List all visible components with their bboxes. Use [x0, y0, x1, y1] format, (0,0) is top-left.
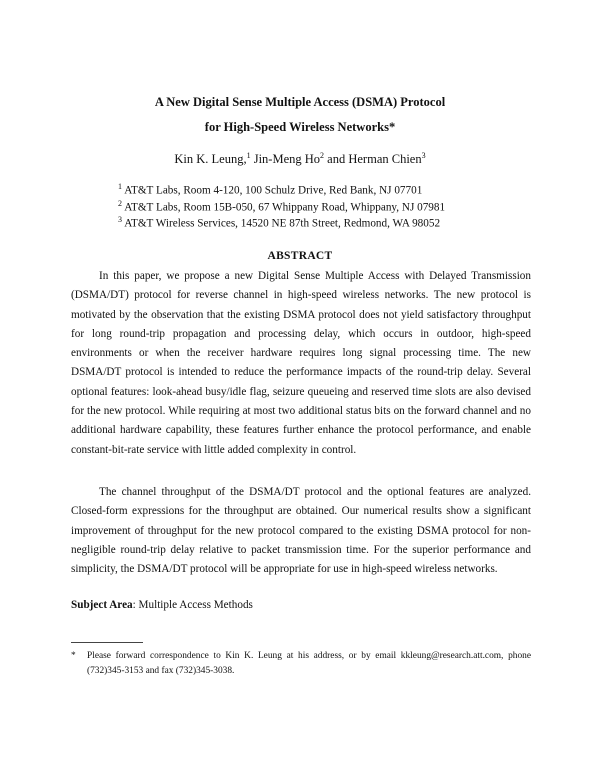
subject-area-label: Subject Area [71, 599, 133, 611]
affiliation-2 [118, 199, 445, 214]
affiliation-1 [118, 182, 422, 197]
affiliation-3-text: AT&T Wireless Services, 14520 NE 87th Street, Redmond, WA 98052 [124, 217, 441, 230]
author-3-affiliation-mark: 3 [421, 151, 426, 160]
footnote-text: Please forward correspondence to Kin K. Leung at his address, or by email kkleung@research.att.com, phone (732)345-3153 and fax (732)345-3038. [87, 651, 531, 676]
affiliation-2-text: AT&T Labs, Room 15B-050, 67 Whippany Road, Whippany, NJ 07981 [124, 201, 446, 214]
author-2-name: Jin-Meng Ho [253, 152, 321, 167]
subject-area-value: : Multiple Access Methods [132, 599, 253, 611]
affiliation-3-number: 3 [118, 215, 122, 224]
author-1-name: Kin K. Leung, [174, 152, 247, 167]
affiliation-1-number: 1 [118, 182, 122, 191]
affiliation-2-number: 2 [118, 199, 122, 208]
abstract-paragraph-1: In this paper, we propose a new Digital Sense Multiple Access with Delayed Transmission (DSMA/DT) protocol for reverse channel in high-speed wireless networks. The new protocol is motivated by the observation that the existing DSMA protocol does not yield satisfactory throughput for long round-trip propagation and processing delay, which occurs in outdoor, high-speed environments or when the receiver hardware requires long signal processing time. The new DSMA/DT protocol is intended to reduce the performance impacts of the round-trip delay. Several optional features: look-ahead busy/idle flag, seizure queueing and reserved time slots are also devised for the new protocol. While requiring at most two additional status bits on the forward channel and no additional hardware capability, these features further enhance the protocol performance, and enable constant-bit-rate service with little added complexity in control. [71, 270, 531, 456]
author-2-affiliation-mark: 2 [320, 151, 325, 160]
paper-title-line-1: A New Digital Sense Multiple Access (DSMA) Protocol [154, 95, 446, 109]
author-3-name: Herman Chien [348, 152, 422, 167]
paper-title-line-2: for High-Speed Wireless Networks* [204, 120, 396, 134]
footnote-divider [71, 642, 143, 643]
footnote-mark: * [71, 651, 76, 661]
abstract-heading: ABSTRACT [267, 250, 333, 262]
subject-area [71, 599, 253, 611]
affiliation-1-text: AT&T Labs, Room 4-120, 100 Schulz Drive, Red Bank, NJ 07701 [124, 184, 423, 197]
author-1-affiliation-mark: 1 [246, 151, 251, 160]
affiliation-3 [118, 215, 440, 230]
abstract-paragraph-2: The channel throughput of the DSMA/DT protocol and the optional features are analyzed. Closed-form expressions for the throughput are obtained. Our numerical results show a significant improvement of throughput for the new protocol compared to the existing DSMA protocol for non-negligible round-trip delay relative to packet transmission time. For the superior performance and simplicity, the DSMA/DT protocol will be appropriate for use in high-speed wireless networks. [71, 486, 531, 576]
author-list [0, 151, 600, 167]
author-conjunction: and [327, 152, 346, 167]
